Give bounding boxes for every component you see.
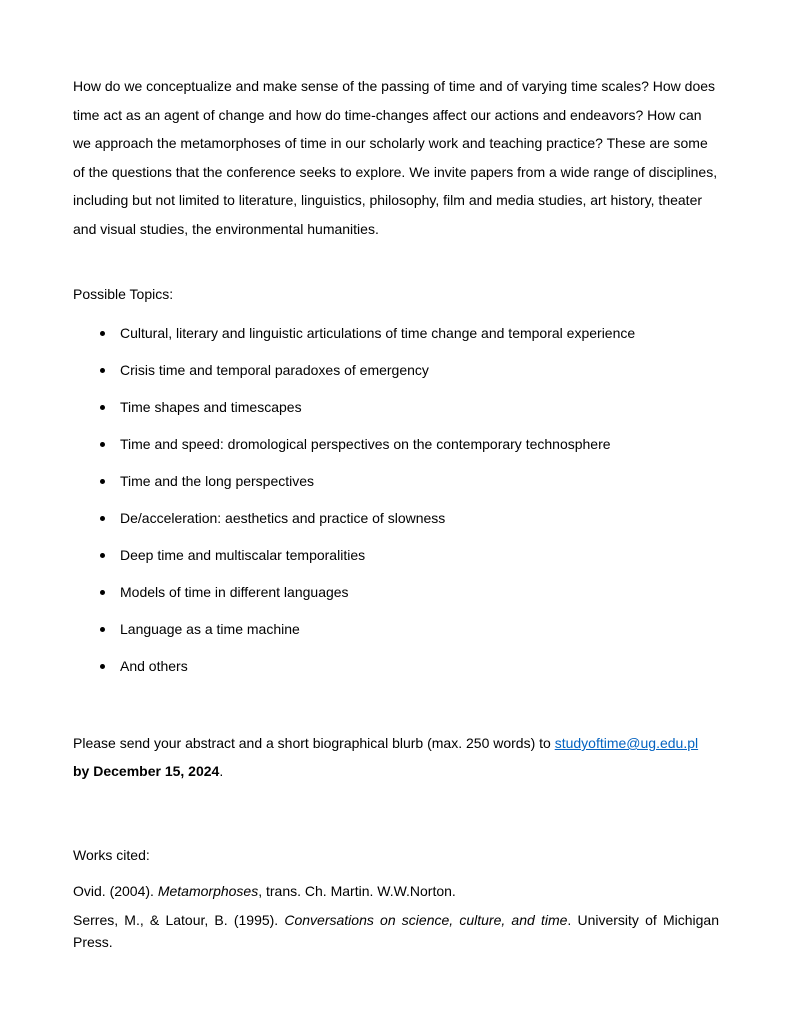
bullet-icon <box>100 442 105 447</box>
document-page <box>73 72 719 953</box>
bullet-icon <box>100 627 105 632</box>
list-item <box>73 319 719 356</box>
citation-publisher: . University of Michigan Press. <box>73 912 719 950</box>
topic-label: Time and the long perspectives <box>120 473 315 489</box>
citation-author: Ovid. (2004). <box>73 883 158 899</box>
bullet-icon <box>100 368 105 373</box>
list-item <box>73 393 719 430</box>
email-link[interactable]: studyoftime@ug.edu.pl <box>554 735 699 751</box>
topics-list <box>73 319 719 689</box>
deadline-period: . <box>219 763 224 779</box>
bullet-icon <box>100 479 105 484</box>
topic-label: Time and speed: dromological perspectives on the contemporary technosphere <box>120 436 611 452</box>
intro-paragraph: How do we conceptualize and make sense of the passing of time and of varying time scales? How does time act as an agent of change and how do time-changes affect our actions and endeavors? How can we approach the metamorphoses of time in our scholarly work and teaching practice? These are some of the questions that the conference seeks to explore. We invite papers from a wide range of disciplines, including but not limited to literature, linguistics, philosophy, film and media studies, art history, theater and visual studies, the environmental humanities. <box>73 78 718 237</box>
citation-entry <box>73 909 719 953</box>
list-item <box>73 430 719 467</box>
list-item <box>73 578 719 615</box>
citation-entry <box>73 879 719 903</box>
topic-label: Cultural, literary and linguistic articulations of time change and temporal experience <box>120 325 636 341</box>
list-item <box>73 504 719 541</box>
topic-label: Deep time and multiscalar temporalities <box>120 547 366 563</box>
deadline-text: by December 15, 2024 <box>73 763 220 779</box>
list-item <box>73 467 719 504</box>
topic-label: Models of time in different languages <box>120 584 349 600</box>
topic-label: Crisis time and temporal paradoxes of emergency <box>120 362 429 378</box>
topic-label: Language as a time machine <box>120 621 300 637</box>
submission-text: Please send your abstract and a short biographical blurb (max. 250 words) to <box>73 735 555 751</box>
bullet-icon <box>100 553 105 558</box>
topic-label: De/acceleration: aesthetics and practice of slowness <box>120 510 446 526</box>
citation-author: Serres, M., & Latour, B. (1995). <box>73 912 285 928</box>
bullet-icon <box>100 516 105 521</box>
bullet-icon <box>100 590 105 595</box>
list-item <box>73 652 719 689</box>
topic-label: And others <box>120 658 188 674</box>
bullet-icon <box>100 331 105 336</box>
submission-paragraph <box>73 729 719 785</box>
bullet-icon <box>100 664 105 669</box>
list-item <box>73 541 719 578</box>
topic-label: Time shapes and timescapes <box>120 399 302 415</box>
citation-publisher: , trans. Ch. Martin. W.W.Norton. <box>258 883 456 899</box>
works-cited-heading: Works cited: <box>73 847 150 863</box>
topics-heading: Possible Topics: <box>73 286 174 302</box>
citation-title: Metamorphoses <box>157 883 259 899</box>
bullet-icon <box>100 405 105 410</box>
citation-title: Conversations on science, culture, and time <box>284 912 568 928</box>
list-item <box>73 356 719 393</box>
list-item <box>73 615 719 652</box>
